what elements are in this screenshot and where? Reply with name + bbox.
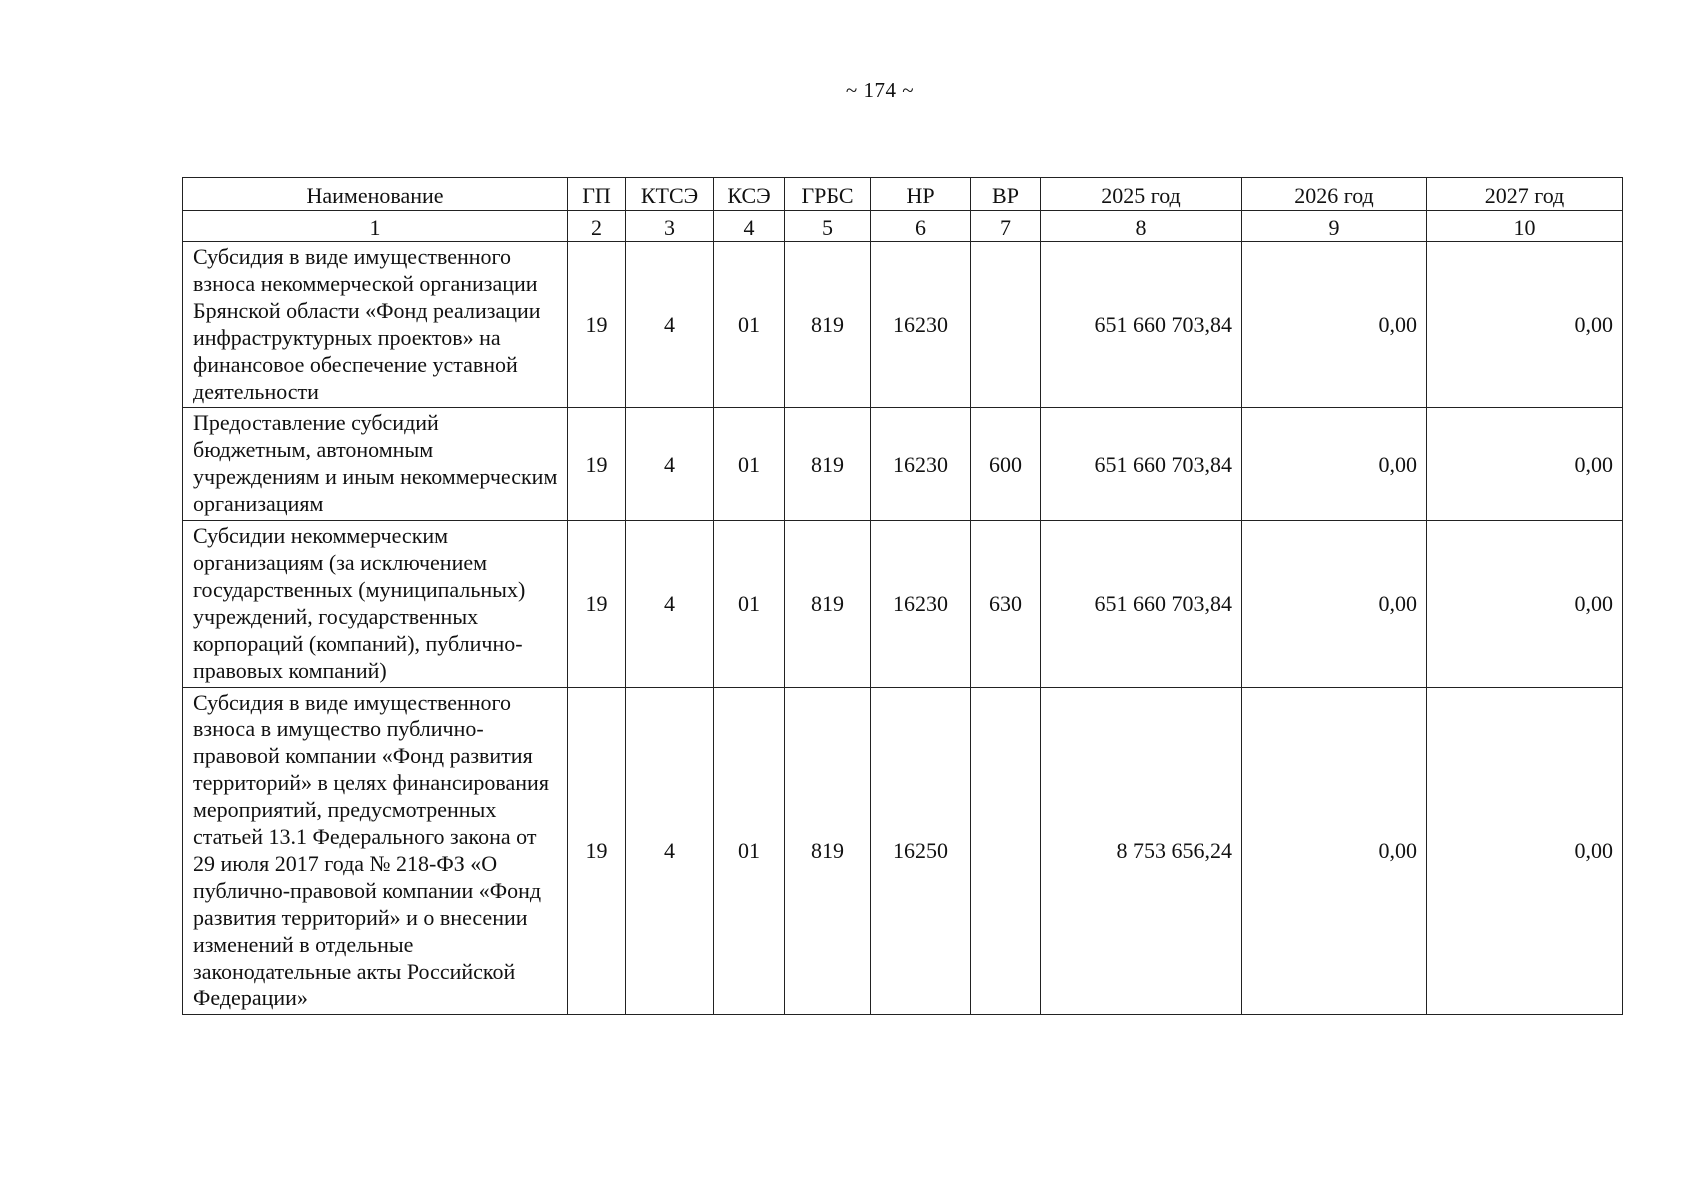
row-kse: 01 — [714, 242, 785, 408]
column-number-row — [183, 211, 1623, 242]
header-gp: ГП — [568, 178, 626, 211]
row-nr: 16230 — [871, 242, 971, 408]
row-kse: 01 — [714, 408, 785, 521]
column-number: 7 — [971, 211, 1041, 242]
budget-table-container — [182, 177, 1622, 1015]
row-amount-2027: 0,00 — [1427, 242, 1623, 408]
row-vr: 600 — [971, 408, 1041, 521]
table-row — [183, 521, 1623, 687]
header-2027: 2027 год — [1427, 178, 1623, 211]
column-number: 8 — [1041, 211, 1242, 242]
table-header — [183, 178, 1623, 242]
row-ktse: 4 — [626, 408, 714, 521]
table-row — [183, 242, 1623, 408]
row-amount-2027: 0,00 — [1427, 408, 1623, 521]
row-amount-2025: 651 660 703,84 — [1041, 242, 1242, 408]
row-name: Предоставление субсидий бюджетным, автономным учреждениям и иным некоммерческим организациям — [183, 408, 568, 521]
header-vr: ВР — [971, 178, 1041, 211]
column-number: 4 — [714, 211, 785, 242]
row-name: Субсидии некоммерческим организациям (за исключением государственных (муниципальных) учреждений, государственных корпораций (компаний), публично-правовых компаний) — [183, 521, 568, 687]
column-number: 9 — [1242, 211, 1427, 242]
header-2025: 2025 год — [1041, 178, 1242, 211]
row-amount-2026: 0,00 — [1242, 242, 1427, 408]
column-number: 2 — [568, 211, 626, 242]
row-vr — [971, 687, 1041, 1015]
row-name: Субсидия в виде имущественного взноса некоммерческой организации Брянской области «Фонд реализации инфраструктурных проектов» на финансовое обеспечение уставной деятельности — [183, 242, 568, 408]
row-nr: 16230 — [871, 408, 971, 521]
column-number: 5 — [785, 211, 871, 242]
column-number: 1 — [183, 211, 568, 242]
header-grbs: ГРБС — [785, 178, 871, 211]
row-amount-2026: 0,00 — [1242, 521, 1427, 687]
row-kse: 01 — [714, 521, 785, 687]
row-kse: 01 — [714, 687, 785, 1015]
row-amount-2027: 0,00 — [1427, 521, 1623, 687]
header-kse: КСЭ — [714, 178, 785, 211]
row-gp: 19 — [568, 521, 626, 687]
row-amount-2026: 0,00 — [1242, 408, 1427, 521]
row-ktse: 4 — [626, 687, 714, 1015]
column-number: 6 — [871, 211, 971, 242]
row-amount-2025: 651 660 703,84 — [1041, 521, 1242, 687]
row-grbs: 819 — [785, 408, 871, 521]
column-number: 10 — [1427, 211, 1623, 242]
row-amount-2025: 8 753 656,24 — [1041, 687, 1242, 1015]
header-2026: 2026 год — [1242, 178, 1427, 211]
row-nr: 16250 — [871, 687, 971, 1015]
header-row — [183, 178, 1623, 211]
column-number: 3 — [626, 211, 714, 242]
header-name: Наименование — [183, 178, 568, 211]
budget-table — [182, 177, 1623, 1015]
row-name: Субсидия в виде имущественного взноса в имущество публично-правовой компании «Фонд развития территорий» в целях финансирования мероприятий, предусмотренных статьей 13.1 Федерального закона от 29 июля 2017 года № 218-ФЗ «О публично-правовой компании «Фонд развития территорий» и о внесении изменений в отдельные законодательные акты Российской Федерации» — [183, 687, 568, 1015]
row-amount-2027: 0,00 — [1427, 687, 1623, 1015]
row-vr: 630 — [971, 521, 1041, 687]
row-ktse: 4 — [626, 242, 714, 408]
row-gp: 19 — [568, 687, 626, 1015]
row-gp: 19 — [568, 408, 626, 521]
row-vr — [971, 242, 1041, 408]
table-row — [183, 687, 1623, 1015]
row-nr: 16230 — [871, 521, 971, 687]
row-grbs: 819 — [785, 521, 871, 687]
row-ktse: 4 — [626, 521, 714, 687]
header-nr: НР — [871, 178, 971, 211]
row-gp: 19 — [568, 242, 626, 408]
row-amount-2025: 651 660 703,84 — [1041, 408, 1242, 521]
table-row — [183, 408, 1623, 521]
row-amount-2026: 0,00 — [1242, 687, 1427, 1015]
table-body — [183, 242, 1623, 1015]
row-grbs: 819 — [785, 687, 871, 1015]
header-ktse: КТСЭ — [626, 178, 714, 211]
row-grbs: 819 — [785, 242, 871, 408]
page-number: ~ 174 ~ — [845, 78, 915, 102]
